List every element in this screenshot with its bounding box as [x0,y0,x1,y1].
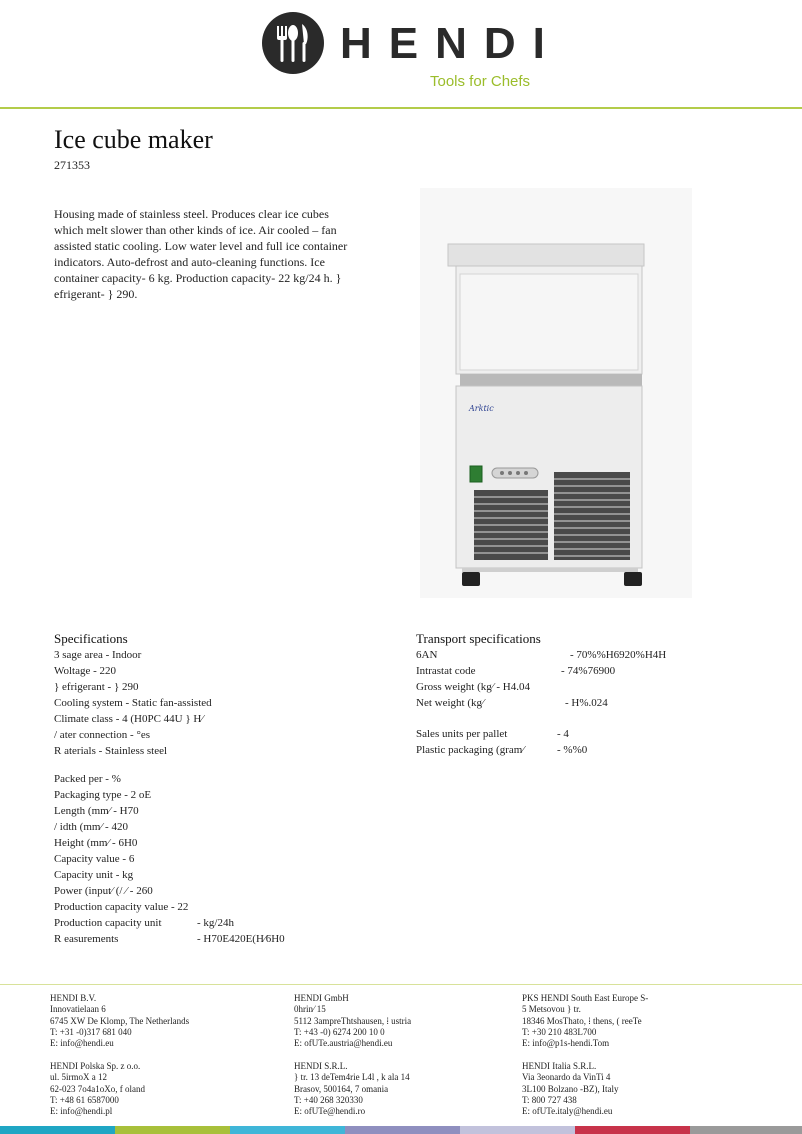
transport-item: Net weight (kg⁄ - H%.024 [416,697,608,709]
product-image [420,188,692,598]
transport-item: Intrastat code - 74%76900 [416,665,616,677]
office-address: HENDI Italia S.R.L. Via 3eonardo da VinTi 4 3L100 Bolzano -BZ), Italy T: 800 727 438 E: ofUTe.italy@hendi.eu [522,1061,619,1117]
brand-wordmark: HENDI [340,19,562,68]
specifications-list [54,647,384,947]
office-address: PKS HENDI South East Europe S- 5 Metsovou } tr. 18346 MosThato, ⁞ thens, ( reeTe T: +30 210 483L700 E: info@p1s-hendi.Tom [522,993,649,1049]
footer-divider [0,984,802,985]
product-sku: 271353 [54,158,90,172]
product-description: Housing made of stainless steel. Produces clear ice cubes which melt slower than other kinds of ice. Air cooled – fan assisted static cooling. Low water level and full ice container indicators. Auto-defrost and auto-cleaning functions. Ice container capacity- 6 kg. Production capacity- 22 kg/24 h. } efrigerant- } 290. [54,207,348,301]
spec-item: R aterials - Stainless steel [54,745,168,757]
footer-color-strip [115,1126,230,1134]
spec-item: Woltage - 220 [54,665,117,677]
transport-heading: Transport specifications [416,631,541,646]
brand-tagline: Tools for Chefs [430,73,531,90]
transport-list [416,647,746,758]
spec-item: Capacity value - 6 [54,853,135,865]
spec-item: Production capacity value - 22 [54,901,189,913]
specifications-heading: Specifications [54,631,128,646]
spec-item: Power (input⁄ (/ ⁄ - 260 [54,885,153,897]
office-address: HENDI S.R.L. } tr. 13 deTem4rie L4l , k ala 14 Brasov, 500164, 7 omania T: +40 268 320330 E: ofUTe@hendi.ro [294,1061,410,1117]
spec-item: 3 sage area - Indoor [54,649,142,661]
transport-item: Plastic packaging (gram⁄ - %%0 [416,744,588,756]
footer-color-strip [0,1126,115,1134]
transport-item: Sales units per pallet - 4 [416,728,569,740]
spec-item: } efrigerant - } 290 [54,681,139,693]
footer-color-strip [690,1126,802,1134]
office-address: HENDI B.V. Innovatielaan 6 6745 XW De Klomp, The Netherlands T: +31 -0)317 681 040 E: info@hendi.eu [50,993,190,1049]
spec-item: / idth (mm⁄ - 420 [54,821,128,833]
footer-color-strip [345,1126,460,1134]
hendi-logo-icon [262,12,324,74]
office-address: HENDI GmbH 0hrin⁄ 15 5112 3ampreThtshausen, ⁞ ustria T: +43 -0) 6274 200 10 0 E: ofUTe.austria@hendi.eu [294,993,412,1049]
transport-item: Gross weight (kg⁄ - H4.04 [416,681,530,693]
footer-color-strip [575,1126,690,1134]
footer-color-strip [230,1126,345,1134]
spec-item: / ater connection - °es [54,729,151,741]
office-address: HENDI Polska Sp. z o.o. ul. 5irmoX a 12 62-023 7o4a1oXo, f oland T: +48 61 6587000 E: info@hendi.pl [50,1061,145,1117]
spec-item: R easurements - H70E420E(H⁄6H0 [54,933,285,945]
spec-item: Packaging type - 2 oE [54,789,152,801]
spec-item: Height (mm⁄ - 6H0 [54,837,138,849]
footer-color-strip [460,1126,575,1134]
spec-item: Length (mm⁄ - H70 [54,805,139,817]
product-title: Ice cube maker [54,125,213,154]
spec-item: Climate class - 4 (H0PC 44U } H⁄ [54,713,204,725]
transport-item: 6AN - 70%%H6920%H4H [416,649,667,661]
spec-item: Packed per - % [54,773,121,785]
product-badge-text: Arktic [469,404,494,413]
spec-item: Capacity unit - kg [54,869,134,881]
page-header [0,0,802,110]
spec-item: Production capacity unit - kg/24h [54,917,234,929]
spec-item: Cooling system - Static fan-assisted [54,697,212,709]
header-divider [0,107,802,109]
